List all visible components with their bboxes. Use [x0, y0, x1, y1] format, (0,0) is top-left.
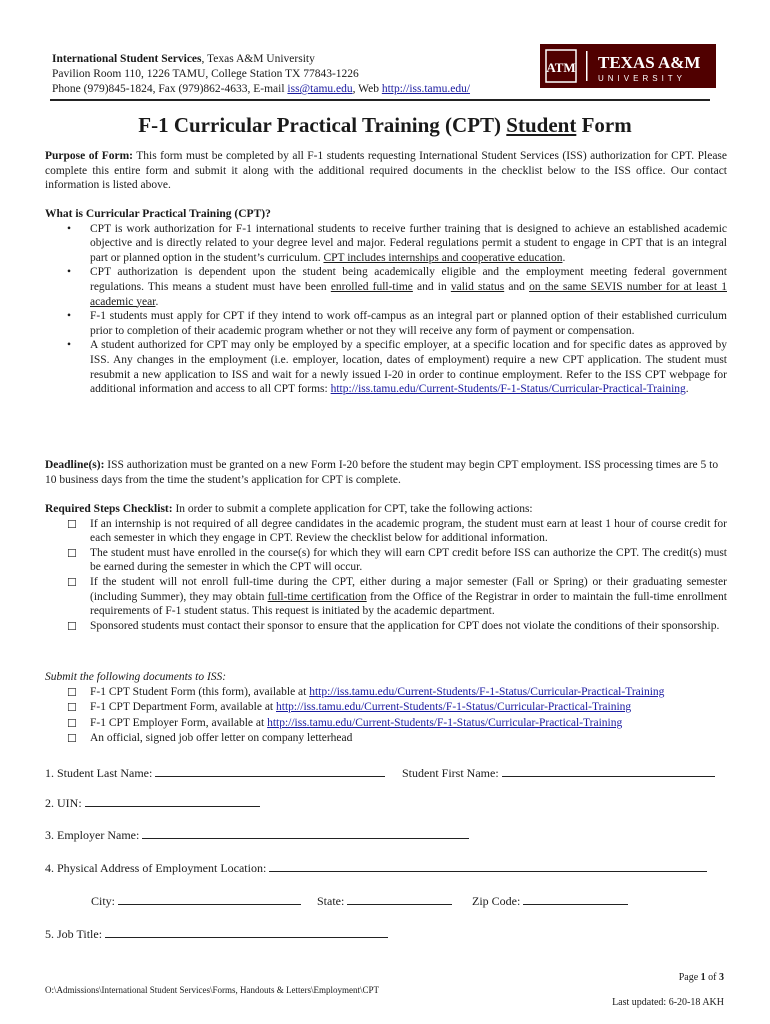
employer-field [45, 827, 469, 843]
page-number [679, 972, 724, 983]
address-label: 4. Physical Address of Employment Location: [45, 861, 267, 875]
bullet-text: CPT authorization is dependent upon the student being academically eligible and the employment meeting federal government regulations. This means a student must have been [90, 266, 727, 293]
website-link[interactable]: http://iss.tamu.edu/ [381, 83, 471, 95]
department-form-link[interactable]: http://iss.tamu.edu/Current-Students/F-1-Status/Curricular-Practical-Training [276, 701, 632, 714]
checklist-label: Required Steps Checklist: [45, 503, 173, 515]
last-name-label: 1. Student Last Name: [45, 766, 153, 780]
list-item [45, 222, 727, 266]
checklist-item [45, 546, 727, 575]
job-title-label: 5. Job Title: [45, 927, 103, 941]
logo-subtitle: UNIVERSITY [598, 74, 687, 83]
checkbox-icon[interactable]: ☐ [67, 702, 77, 715]
checklist-underline: full-time certification [267, 590, 367, 603]
document-text: F-1 CPT Employer Form, available at [90, 716, 268, 729]
what-is-heading: What is Curricular Practical Training (CPT)? [45, 208, 271, 220]
bullet-icon: • [67, 266, 72, 279]
title-part3: Form [576, 113, 632, 137]
city-input[interactable] [118, 893, 301, 905]
form-title [0, 113, 770, 138]
uin-input[interactable] [85, 795, 260, 807]
document-text: F-1 CPT Student Form (this form), available at [90, 685, 310, 698]
list-item [45, 309, 727, 338]
university-name: , Texas A&M University [201, 53, 315, 65]
document-item [45, 700, 727, 716]
list-item [45, 338, 727, 396]
bullet-underline: on the same SEVIS number for at least 1 academic year [90, 280, 727, 308]
email-link[interactable]: iss@tamu.edu [287, 83, 353, 95]
student-form-link[interactable]: http://iss.tamu.edu/Current-Students/F-1-Status/Curricular-Practical-Training [309, 685, 665, 698]
purpose-text: This form must be completed by all F-1 students requesting International Student Services (ISS) authorization for CPT. Please complete this entire form and submit it along with the additional required documents in the checklist below to the ISS office. Our contact information is listed above. [45, 150, 727, 192]
checkbox-icon[interactable]: ☐ [67, 547, 77, 560]
page-of: of [705, 972, 719, 983]
logo-title: TEXAS A&M [598, 53, 701, 72]
bullet-end: . [562, 251, 566, 264]
org-name: International Student Services [52, 53, 202, 65]
page-total: 3 [719, 972, 724, 983]
checklist-text: The student must have enrolled in the course(s) for which they will earn CPT credit before ISS can authorize the CPT. The credit(s) must be earned during the semester in which the CPT will occur. [90, 546, 727, 574]
bullet-end: . [155, 295, 159, 308]
phone-fax: Phone (979)845-1824, Fax (979)862-4633, E-mail [52, 83, 288, 95]
zip-label: Zip Code: [472, 894, 521, 908]
checkbox-icon[interactable]: ☐ [67, 518, 77, 531]
state-label: State: [317, 894, 345, 908]
first-name-input[interactable] [502, 765, 715, 777]
file-path: O:\Admissions\International Student Services\Forms, Handouts & Letters\Employment\CPT [45, 985, 379, 995]
checklist-item [45, 575, 727, 619]
state-input[interactable] [347, 893, 452, 905]
bullet-text: F-1 students must apply for CPT if they intend to work off-campus as an integral part or planned option of their established curriculum prior to completion of their academic program whether or not they will receive any form of payment or compensation. [90, 310, 727, 337]
bullet-underline: CPT includes internships and cooperative education [323, 251, 563, 264]
header-divider [50, 99, 710, 101]
submit-heading: Submit the following documents to ISS: [45, 671, 227, 683]
employer-label: 3. Employer Name: [45, 828, 140, 842]
job-title-input[interactable] [105, 926, 388, 938]
last-name-field [45, 765, 385, 781]
city-field [91, 893, 301, 909]
logo-mark: ATM [546, 60, 576, 75]
checklist-text: from the Office of the Registrar in order to maintain the full-time enrollment requirements of F-1 student status. This request is initiated by the academic department. [90, 590, 727, 618]
city-label: City: [91, 894, 116, 908]
bullet-text: A student authorized for CPT may only be employed by a specific employer, at a specific location and for specific dates as approved by ISS. Any changes in the employment (i.e. employer, location, dates of employment) require a new CPT application. The student must resubmit a new application to ISS and wait for a newly issued I-20 in order to continue employment. Refer to the ISS CPT webpage for additional information and access to all CPT forms: [90, 339, 727, 396]
page-current: 1 [700, 972, 706, 983]
web-prefix: , Web [352, 83, 382, 95]
document-item [45, 731, 727, 747]
office-address: Pavilion Room 110, 1226 TAMU, College Station TX 77843-1226 [52, 68, 359, 80]
cpt-webpage-link[interactable]: http://iss.tamu.edu/Current-Students/F-1-Status/Curricular-Practical-Training [330, 383, 686, 396]
first-name-label: Student First Name: [402, 766, 499, 780]
bullet-icon: • [67, 222, 72, 235]
last-name-input[interactable] [155, 765, 385, 777]
bullet-text: and [504, 280, 530, 293]
checklist-text: If an internship is not required of all degree candidates in the academic program, the student must earn at least 1 hour of course credit for each semester in which they engage in CPT. Review the checklist below for additional information. [90, 517, 727, 545]
checkbox-icon[interactable]: ☐ [67, 733, 77, 746]
bullet-underline: enrolled full-time [330, 280, 413, 293]
submit-section [45, 670, 727, 747]
checklist-text: If the student will not enroll full-time during the CPT, either during a major semester (Fall or Spring) or their graduating semester (including Summer), they may obtain [90, 575, 727, 603]
deadline-section [45, 458, 727, 487]
uin-field [45, 795, 260, 811]
document-text: F-1 CPT Department Form, available at [90, 701, 276, 714]
checklist-item [45, 619, 727, 634]
uin-label: 2. UIN: [45, 796, 82, 810]
checkbox-icon[interactable]: ☐ [67, 620, 77, 633]
deadline-label: Deadline(s): [45, 459, 105, 471]
zip-field [472, 893, 628, 909]
bullet-icon: • [67, 339, 72, 352]
checklist-text: Sponsored students must contact their sponsor to ensure that the application for CPT does not violate the conditions of their sponsorship. [90, 619, 720, 632]
tamu-logo [540, 44, 716, 88]
bullet-underline: valid status [450, 280, 505, 293]
document-item [45, 716, 727, 732]
deadline-text: ISS authorization must be granted on a new Form I-20 before the student may begin CPT employment. ISS processing times are 5 to 10 business days from the time the student’s application for CPT is complete. [45, 459, 719, 486]
last-updated: Last updated: 6-20-18 AKH [612, 997, 724, 1008]
contact-header [52, 52, 470, 97]
bullet-end: . [685, 383, 689, 396]
purpose-section [45, 149, 727, 193]
checklist-item [45, 517, 727, 546]
title-part1: F-1 Curricular Practical Training (CPT) [138, 113, 507, 137]
address-field [45, 860, 707, 876]
checkbox-icon[interactable]: ☐ [67, 717, 77, 730]
list-item [45, 265, 727, 309]
document-item [45, 685, 727, 701]
zip-input[interactable] [523, 893, 628, 905]
job-title-field [45, 926, 388, 942]
what-is-cpt-section [45, 207, 727, 397]
employer-input[interactable] [142, 827, 469, 839]
bullet-text: and in [412, 280, 451, 293]
document-text: An official, signed job offer letter on company letterhead [90, 732, 353, 745]
checklist-section [45, 502, 727, 633]
page-label: Page [678, 972, 701, 983]
checkbox-icon[interactable]: ☐ [67, 576, 77, 589]
purpose-label: Purpose of Form: [45, 150, 134, 162]
checkbox-icon[interactable]: ☐ [67, 686, 77, 699]
employer-form-link[interactable]: http://iss.tamu.edu/Current-Students/F-1-Status/Curricular-Practical-Training [267, 716, 623, 729]
bullet-icon: • [67, 310, 72, 323]
checklist-intro: In order to submit a complete application for CPT, take the following actions: [172, 503, 533, 515]
first-name-field [402, 765, 715, 781]
title-student: Student [506, 113, 577, 137]
address-input[interactable] [269, 860, 707, 872]
bullet-text: CPT is work authorization for F-1 international students to receive further training that is designed to achieve an established academic objective and is directly related to your degree level and major. Federal regulations permit a student to engage in CPT that is an integral part or planned option in the student’s curriculum. [90, 222, 727, 264]
state-field [317, 893, 452, 909]
